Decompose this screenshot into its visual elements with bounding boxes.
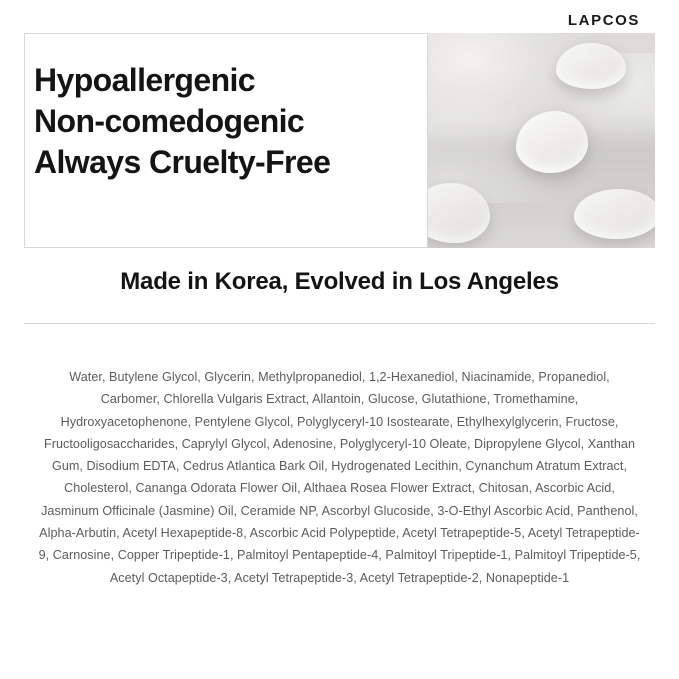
subheading: Made in Korea, Evolved in Los Angeles <box>120 268 559 295</box>
brand-logo: LAPCOS <box>567 12 640 29</box>
gel-droplet-bottom-right <box>574 189 655 239</box>
hero-text-box <box>24 33 428 248</box>
hero-headline-line-2: Non-comedogenic <box>34 103 305 139</box>
divider <box>24 323 655 324</box>
hero-section <box>24 33 655 248</box>
hero-headline <box>34 60 430 183</box>
hero-headline-line-3: Always Cruelty-Free <box>34 144 331 180</box>
hero-product-image <box>428 33 655 248</box>
ingredients-list: Water, Butylene Glycol, Glycerin, Methylpropanediol, 1,2-Hexanediol, Niacinamide, Propanediol, Carbomer, Chlorella Vulgaris Extract, Allantoin, Glucose, Glutathione, Tromethamine, Hydroxyacetophenone, Pentylene Glycol, Polyglyceryl-10 Isostearate, Ethylhexylglycerin, Fructose, Fructooligosaccharides, Caprylyl Glycol, Adenosine, Polyglyceryl-10 Oleate, Dipropylene Glycol, Xanthan Gum, Disodium EDTA, Cedrus Atlantica Bark Oil, Hydrogenated Lecithin, Cynanchum Atratum Extract, Cholesterol, Cananga Odorata Flower Oil, Althaea Rosea Flower Extract, Chitosan, Ascorbic Acid, Jasminum Officinale (Jasmine) Oil, Ceramide NP, Ascorbyl Glucoside, 3-O-Ethyl Ascorbic Acid, Panthenol, Alpha-Arbutin, Acetyl Hexapeptide-8, Ascorbic Acid Polypeptide, Acetyl Tetrapeptide-5, Acetyl Tetrapeptide-9, Carnosine, Copper Tripeptide-1, Palmitoyl Pentapeptide-4, Palmitoyl Tripeptide-1, Palmitoyl Tripeptide-5, Acetyl Octapeptide-3, Acetyl Tetrapeptide-3, Acetyl Tetrapeptide-2, Nonapeptide-1 <box>38 370 641 585</box>
hero-headline-line-1: Hypoallergenic <box>34 62 256 98</box>
brand-bar <box>0 12 679 34</box>
gel-droplet-top <box>556 43 626 89</box>
